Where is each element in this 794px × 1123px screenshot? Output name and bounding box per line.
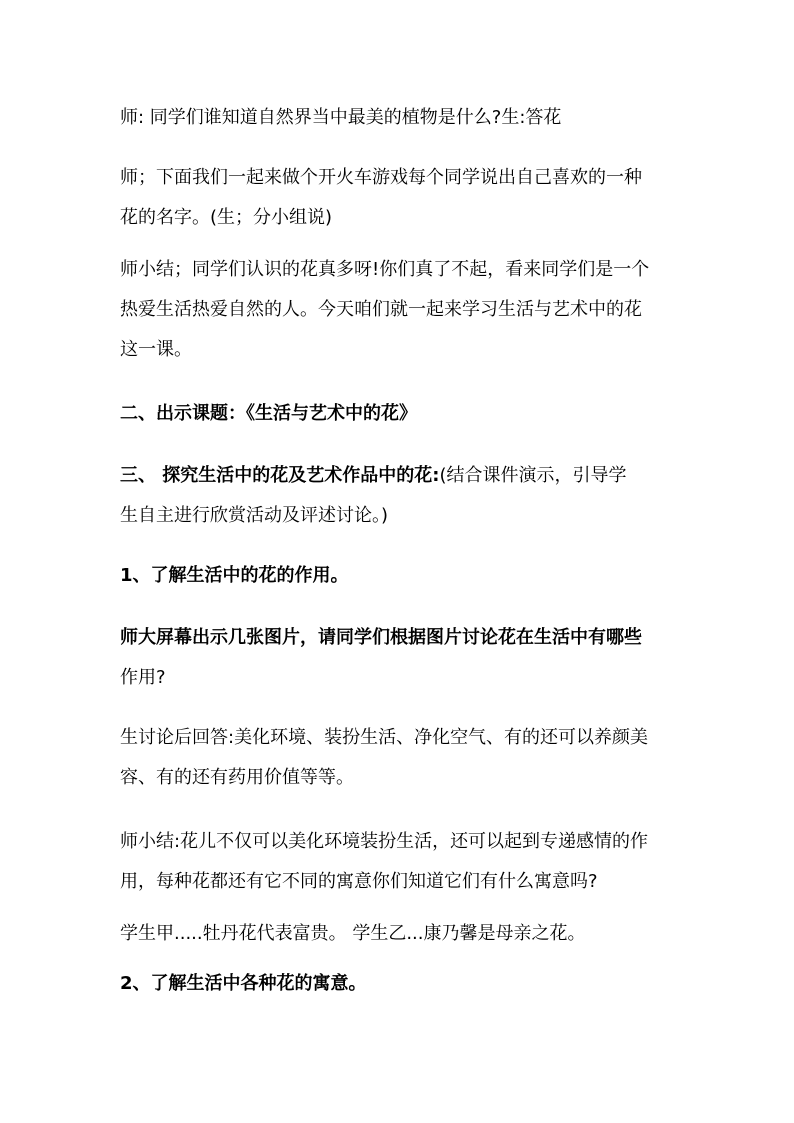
section-heading-2: 二、出示课题：《生活与艺术中的花》 bbox=[120, 403, 417, 424]
subheading-2: 2、了解生活中各种花的寓意。 bbox=[120, 973, 367, 994]
paragraph-line-2: 师；下面我们一起来做个开火车游戏每个同学说出自己喜欢的一种 bbox=[120, 167, 642, 188]
paragraph-line-15: 师小结:花儿不仅可以美化环境装扮生活，还可以起到专递感情的作 bbox=[120, 831, 649, 852]
paragraph-line-5: 热爱生活热爱自然的人。今天咱们就一起来学习生活与艺术中的花 bbox=[120, 299, 642, 320]
section-heading-3-title: 三、 探究生活中的花及艺术作品中的花: bbox=[120, 465, 440, 486]
paragraph-line-12: 作用? bbox=[120, 667, 166, 688]
section-heading-3 bbox=[120, 464, 627, 488]
paragraph-line-9: 生自主进行欣赏活动及评述讨论。) bbox=[120, 505, 389, 526]
paragraph-line-11: 师大屏幕出示几张图片，请同学们根据图片讨论花在生活中有哪些 bbox=[120, 627, 642, 648]
paragraph-line-6: 这一课。 bbox=[120, 339, 192, 360]
section-heading-3-note: (结合课件演示，引导学 bbox=[439, 465, 627, 486]
paragraph-line-17: 学生甲.....牡丹花代表富贵。 学生乙...康乃馨是母亲之花。 bbox=[120, 923, 586, 944]
paragraph-line-16: 用，每种花都还有它不同的寓意你们知道它们有什么寓意吗? bbox=[120, 871, 598, 892]
paragraph-line-3: 花的名字。(生；分小组说) bbox=[120, 207, 333, 228]
paragraph-line-14: 容、有的还有药用价值等等。 bbox=[120, 767, 354, 788]
paragraph-line-4: 师小结；同学们认识的花真多呀!你们真了不起，看来同学们是一个 bbox=[120, 259, 650, 280]
paragraph-line-1: 师: 同学们谁知道自然界当中最美的植物是什么?生:答花 bbox=[120, 107, 562, 128]
paragraph-line-13: 生讨论后回答:美化环境、装扮生活、净化空气、有的还可以养颜美 bbox=[120, 727, 649, 748]
subheading-1: 1、了解生活中的花的作用。 bbox=[120, 565, 349, 586]
